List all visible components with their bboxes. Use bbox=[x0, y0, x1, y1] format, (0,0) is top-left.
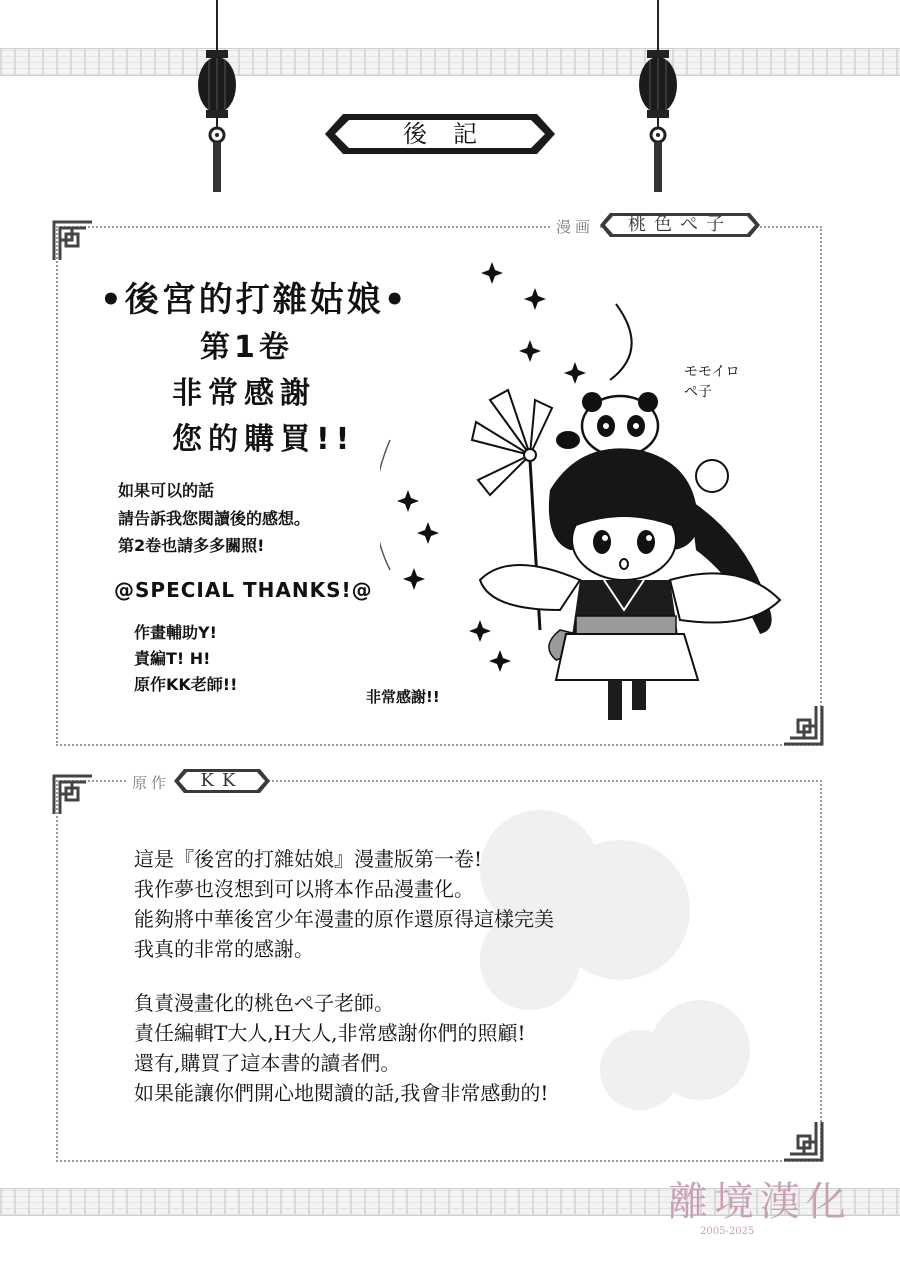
page-title: 後記 bbox=[403, 120, 503, 148]
manga-note-line-3: 第2卷也請多多關照! bbox=[118, 536, 265, 555]
manga-note-volume: 第1卷 bbox=[200, 330, 293, 365]
manga-note-closing: 非常感謝!! bbox=[366, 688, 440, 706]
author-note-line-6: 責任編輯T大人,H大人,非常感謝你們的照顧! bbox=[134, 1021, 526, 1045]
corner-ornament-top-left-icon bbox=[52, 220, 94, 262]
assistant-line-2: 責編T! H! bbox=[134, 649, 211, 668]
manga-note-line-1: 如果可以的話 bbox=[118, 481, 215, 500]
manga-credit-name-text: 桃色ぺ子 bbox=[628, 214, 732, 235]
manga-credit-name bbox=[600, 212, 760, 238]
manga-note-title: •後宮的打雜姑娘• bbox=[100, 280, 409, 320]
author-note-line-1: 這是『後宮的打雜姑娘』漫畫版第一卷! bbox=[134, 847, 483, 871]
artist-signature: モモイロ ペ子 bbox=[684, 364, 740, 400]
manga-note-thanks: 非常感謝 bbox=[172, 376, 316, 411]
manga-note-line-2: 請告訴我您閱讀後的感想。 bbox=[118, 509, 311, 528]
special-thanks-heading: @SPECIAL THANKS!@ bbox=[114, 578, 373, 602]
watermark-text: 離境漢化 bbox=[668, 1179, 852, 1225]
chibi-girl-with-panda-illustration bbox=[380, 250, 800, 730]
manga-credit-label: 漫画 bbox=[552, 216, 598, 237]
author-note-line-4: 我真的非常的感謝。 bbox=[134, 937, 314, 961]
corner-ornament-bottom-right-2-icon bbox=[782, 1120, 824, 1162]
author-credit-label: 原作 bbox=[128, 772, 174, 793]
author-credit-name-text: KK bbox=[200, 770, 244, 791]
top-border-strip bbox=[0, 48, 900, 76]
watermark-years: 2005-2025 bbox=[700, 1226, 755, 1237]
assistant-line-3: 原作KK老師!! bbox=[134, 675, 238, 694]
author-note-line-3: 能夠將中華後宮少年漫畫的原作還原得這樣完美 bbox=[134, 907, 554, 931]
assistant-line-1: 作畫輔助Y! bbox=[134, 623, 217, 642]
author-note-line-8: 如果能讓你們開心地閱讀的話,我會非常感動的! bbox=[134, 1081, 549, 1105]
author-credit-name bbox=[174, 768, 270, 794]
author-note-line-7: 還有,購買了這本書的讀者們。 bbox=[134, 1051, 401, 1075]
author-note-line-2: 我作夢也沒想到可以將本作品漫畫化。 bbox=[134, 877, 474, 901]
corner-ornament-top-left-2-icon bbox=[52, 774, 94, 816]
lantern-left-icon bbox=[192, 0, 242, 200]
author-note-line-5: 負責漫畫化的桃色ぺ子老師。 bbox=[134, 991, 394, 1015]
lantern-right-icon bbox=[633, 0, 683, 200]
page-title-plate bbox=[325, 112, 555, 156]
manga-note-purchase: 您的購買!! bbox=[172, 422, 356, 457]
